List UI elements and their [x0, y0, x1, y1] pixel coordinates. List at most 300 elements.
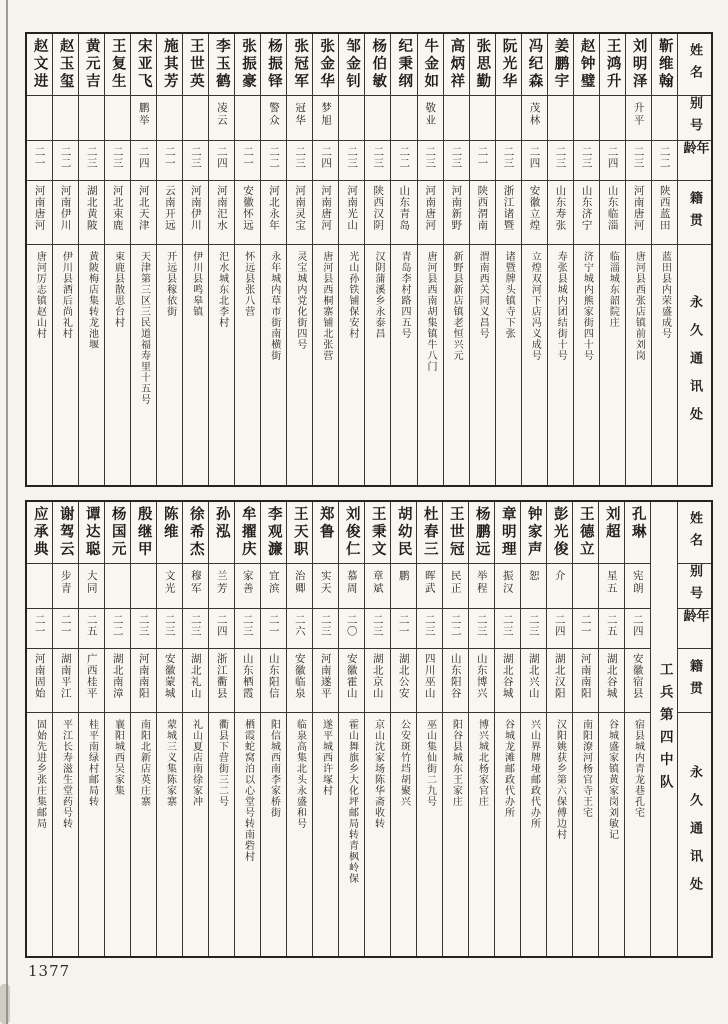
- page-number: 1377: [28, 962, 71, 980]
- person-address-text: 博兴城北杨家官庄: [476, 719, 488, 807]
- person-origin: [131, 181, 156, 245]
- person-age-text: 二二: [398, 146, 411, 169]
- person-alias: [27, 96, 52, 141]
- person-alias-text: 升平: [632, 102, 645, 127]
- person-age-text: 二四: [606, 146, 619, 169]
- person-column: [443, 34, 469, 485]
- person-alias: [418, 96, 443, 141]
- person-name-text: 刘俊仁: [343, 506, 360, 559]
- person-age-text: 二四: [528, 146, 541, 169]
- person-age: [27, 141, 52, 181]
- person-origin: [261, 181, 286, 245]
- person-alias-text: 慕周: [345, 570, 358, 595]
- person-origin-text: 河南唐河: [632, 185, 645, 231]
- person-origin-text: 河南南阳: [137, 653, 150, 699]
- person-address: [261, 713, 286, 956]
- person-alias-text: 晖武: [423, 570, 436, 595]
- person-column: [27, 502, 52, 956]
- person-origin-text: 浙江诸暨: [502, 185, 515, 231]
- person-column: [104, 34, 130, 485]
- person-alias: [365, 96, 390, 141]
- person-name: [183, 502, 208, 564]
- header-age: [678, 609, 711, 649]
- person-name-text: 徐希杰: [187, 506, 204, 559]
- person-address-text: 桂平南绿村邮局转: [86, 719, 98, 807]
- person-address-text: 唐河厉志镇赵山村: [34, 251, 46, 339]
- person-address-text: 衢县下营街三二号: [216, 719, 228, 807]
- person-address: [183, 245, 208, 485]
- person-age: [157, 609, 182, 649]
- person-name-text: 黄元吉: [83, 38, 100, 91]
- person-address-text: 唐河县西张店镇前刘岗: [633, 251, 645, 361]
- person-origin: [573, 649, 598, 713]
- person-address-text: 寿张县城内团结街十号: [555, 251, 567, 361]
- person-origin: [79, 649, 104, 713]
- header-alias-label: 别号: [687, 96, 702, 140]
- person-age-text: 二一: [163, 146, 176, 169]
- person-alias: [522, 96, 547, 141]
- person-column: [52, 502, 78, 956]
- person-name: [652, 34, 677, 96]
- person-age: [443, 609, 468, 649]
- person-age: [444, 141, 469, 181]
- person-address: [652, 245, 677, 485]
- person-name: [547, 502, 572, 564]
- person-alias: [600, 96, 625, 141]
- person-address-text: 渭南西关同义昌号: [477, 251, 489, 339]
- person-origin-text: 浙江衢县: [215, 653, 228, 699]
- person-column: [572, 502, 598, 956]
- person-address-text: 南阳北新店英庄寨: [138, 719, 150, 807]
- person-name-text: 张金华: [318, 38, 335, 91]
- person-name-text: 杨鹏远: [473, 506, 490, 559]
- person-age: [313, 141, 338, 181]
- person-age: [626, 141, 651, 181]
- person-age: [183, 141, 208, 181]
- person-name-text: 王德立: [577, 506, 594, 559]
- person-alias: [183, 96, 208, 141]
- person-name: [209, 502, 234, 564]
- person-origin-text: 山东青岛: [398, 185, 411, 231]
- person-age-text: 二三: [319, 614, 332, 637]
- person-age: [53, 141, 78, 181]
- person-age-text: 二五: [85, 614, 98, 637]
- person-column: [182, 502, 208, 956]
- person-alias-text: 介: [553, 570, 566, 583]
- person-origin: [339, 181, 364, 245]
- person-age-text: 二二: [449, 614, 462, 637]
- person-alias: [183, 564, 208, 609]
- roster-table-bottom: [25, 500, 713, 958]
- person-column: [312, 502, 338, 956]
- person-origin-text: 湖北公安: [397, 653, 410, 699]
- person-origin: [131, 649, 156, 713]
- person-age-text: 二四: [137, 146, 150, 169]
- person-age: [235, 141, 260, 181]
- person-name: [131, 502, 156, 564]
- person-name: [209, 34, 234, 96]
- person-origin-text: 湖北汉阳: [553, 653, 566, 699]
- person-address-text: 南阳潦河杨官寺王宅: [580, 719, 592, 818]
- person-origin: [625, 649, 650, 713]
- person-alias-text: 鹏: [397, 570, 410, 583]
- person-age: [313, 609, 338, 649]
- person-origin: [574, 181, 599, 245]
- person-origin-text: 河南唐河: [320, 185, 333, 231]
- person-origin: [444, 181, 469, 245]
- person-name: [391, 502, 416, 564]
- person-alias: [209, 96, 234, 141]
- person-name: [599, 502, 624, 564]
- person-origin: [235, 649, 260, 713]
- person-column: [312, 34, 338, 485]
- person-alias-text: 警众: [268, 102, 281, 127]
- person-alias: [27, 564, 52, 609]
- person-address-text: 襄阳城西吴家集: [112, 719, 124, 796]
- person-column: [78, 34, 104, 485]
- person-age: [573, 609, 598, 649]
- person-age-text: 二三: [424, 146, 437, 169]
- person-origin-text: 河北天津: [137, 185, 150, 231]
- person-address-text: 新野县新店镇老恒兴元: [451, 251, 463, 361]
- person-address-text: 诸暨牌头镇寺下张: [503, 251, 515, 339]
- person-address: [625, 713, 650, 956]
- header-alias: [678, 564, 711, 609]
- person-column: [130, 34, 156, 485]
- person-origin-text: 湖北谷城: [605, 653, 618, 699]
- person-age-text: 二一: [267, 614, 280, 637]
- person-column: [78, 502, 104, 956]
- person-name: [574, 34, 599, 96]
- person-address-text: 伊川县酒后尚礼村: [60, 251, 72, 339]
- person-alias-text: 宜滨: [267, 570, 280, 595]
- person-address: [157, 245, 182, 485]
- person-age-text: 二二: [268, 146, 281, 169]
- person-age: [287, 141, 312, 181]
- person-name-text: 赵玉玺: [57, 38, 74, 91]
- person-origin: [79, 181, 104, 245]
- person-name-text: 钟家声: [525, 506, 542, 559]
- person-age: [625, 609, 650, 649]
- person-origin-text: 四川巫山: [423, 653, 436, 699]
- person-name-text: 李玉鹤: [213, 38, 230, 91]
- person-origin-text: 河南南阳: [579, 653, 592, 699]
- person-alias: [313, 96, 338, 141]
- person-age: [496, 141, 521, 181]
- person-origin-text: 山东阳信: [267, 653, 280, 699]
- person-address: [131, 245, 156, 485]
- person-origin-text: 安徽霍山: [345, 653, 358, 699]
- person-age-text: 二三: [241, 614, 254, 637]
- person-origin-text: 安徽宿县: [631, 653, 644, 699]
- person-origin-text: 湖北南漳: [111, 653, 124, 699]
- person-age-text: 二三: [137, 614, 150, 637]
- person-alias: [105, 96, 130, 141]
- person-name: [365, 502, 390, 564]
- person-origin: [313, 649, 338, 713]
- person-origin-text: 山东栖霞: [241, 653, 254, 699]
- person-age: [157, 141, 182, 181]
- person-age: [79, 141, 104, 181]
- person-address-text: 立煌双河下店冯义成号: [529, 251, 541, 361]
- person-address-text: 汉阴蒲溪乡永泰昌: [372, 251, 384, 339]
- header-column: [677, 34, 711, 485]
- person-name-text: 赵钟璧: [578, 38, 595, 91]
- person-alias: [261, 96, 286, 141]
- person-alias: [574, 96, 599, 141]
- person-address-text: 临淄城东韶院庄: [607, 251, 619, 328]
- person-column: [390, 502, 416, 956]
- person-origin: [105, 181, 130, 245]
- person-address-text: 栖霞蛇窝泊以心堂号转南砦村: [242, 719, 254, 862]
- person-address-text: 伊川县鸣皋镇: [190, 251, 202, 317]
- header-age: [678, 141, 711, 181]
- header-name: [678, 502, 711, 564]
- person-age-text: 二一: [33, 146, 46, 169]
- person-address-text: 天津第三区三民道福寿里十五号: [138, 251, 150, 405]
- person-age-text: 二四: [215, 614, 228, 637]
- person-column: [469, 34, 495, 485]
- person-name-text: 孔琳: [629, 506, 646, 541]
- person-address: [547, 713, 572, 956]
- person-name-text: 王天职: [291, 506, 308, 559]
- person-origin-text: 山东临淄: [606, 185, 619, 231]
- person-alias: [105, 564, 130, 609]
- person-alias: [261, 564, 286, 609]
- header-age-label: 年龄: [680, 609, 709, 631]
- person-name-text: 冯纪森: [526, 38, 543, 91]
- person-alias: [470, 96, 495, 141]
- person-address-text: 济宁城内熊家街四十号: [581, 251, 593, 361]
- person-age: [600, 141, 625, 181]
- person-column: [182, 34, 208, 485]
- person-age: [652, 141, 677, 181]
- person-address-text: 公安斑竹垱胡聚兴: [398, 719, 410, 807]
- person-origin-text: 湖北兴山: [527, 653, 540, 699]
- person-name: [79, 34, 104, 96]
- person-address-text: 青岛李村路四五号: [399, 251, 410, 339]
- header-origin-label: 籍贯: [687, 190, 702, 235]
- person-age: [417, 609, 442, 649]
- person-column: [494, 502, 520, 956]
- person-address: [470, 245, 495, 485]
- person-age-text: 二一: [579, 614, 592, 637]
- person-address-text: 开远县稼依街: [164, 251, 176, 317]
- person-origin-text: 河北永年: [268, 185, 281, 231]
- person-name: [339, 34, 364, 96]
- person-alias: [157, 96, 182, 141]
- person-origin-text: 河南唐河: [33, 185, 46, 231]
- person-name: [417, 502, 442, 564]
- person-name: [365, 34, 390, 96]
- person-origin: [391, 649, 416, 713]
- unit-label: 工兵第四中队: [656, 661, 673, 797]
- person-name-text: 阮光华: [500, 38, 517, 91]
- person-origin-text: 河南伊川: [59, 185, 72, 231]
- person-alias: [209, 564, 234, 609]
- person-name-text: 姜鹏宇: [552, 38, 569, 91]
- person-age: [53, 609, 78, 649]
- person-alias: [444, 96, 469, 141]
- person-column: [156, 34, 182, 485]
- person-address-text: 京山沈家场陈华斋收转: [372, 719, 384, 829]
- person-name: [548, 34, 573, 96]
- person-age-text: 二〇: [345, 614, 358, 637]
- person-name-text: 邹金钊: [344, 38, 361, 91]
- person-origin-text: 河南灵宝: [294, 185, 307, 231]
- person-age: [339, 141, 364, 181]
- person-name: [626, 34, 651, 96]
- person-name-text: 杜春三: [421, 506, 438, 559]
- person-address-text: 汉阳姚获乡第六保傅边村: [554, 719, 566, 840]
- person-address-text: 束鹿县散思台村: [112, 251, 124, 328]
- person-alias: [626, 96, 651, 141]
- person-age-text: 二三: [475, 614, 488, 637]
- person-column: [260, 34, 286, 485]
- person-alias-text: 恕: [527, 570, 540, 583]
- person-origin-text: 河北束鹿: [111, 185, 124, 231]
- person-column: [495, 34, 521, 485]
- person-age: [470, 141, 495, 181]
- person-address: [287, 245, 312, 485]
- person-origin-text: 山东济宁: [580, 185, 593, 231]
- person-address-text: 阳谷县城东王家庄: [450, 719, 462, 807]
- person-age-text: 二三: [423, 614, 436, 637]
- person-address-text: 蓝田县内荣盛成号: [659, 251, 671, 339]
- person-name: [53, 34, 78, 96]
- person-origin: [522, 181, 547, 245]
- person-alias-text: 家善: [241, 570, 254, 595]
- person-age: [339, 609, 364, 649]
- person-name: [27, 34, 52, 96]
- person-name-text: 赵文进: [31, 38, 48, 91]
- person-address: [157, 713, 182, 956]
- header-name-label: 姓名: [687, 510, 702, 555]
- header-alias: [678, 96, 711, 141]
- person-alias-text: 举程: [475, 570, 488, 595]
- person-alias: [235, 564, 260, 609]
- person-age: [131, 141, 156, 181]
- person-origin-text: 湖南平江: [59, 653, 72, 699]
- person-origin: [417, 649, 442, 713]
- person-origin: [27, 181, 52, 245]
- person-age-text: 二三: [189, 146, 202, 169]
- person-name: [261, 34, 286, 96]
- person-address: [27, 245, 52, 485]
- person-name: [339, 502, 364, 564]
- person-age: [261, 609, 286, 649]
- person-alias-text: 茂林: [528, 102, 541, 127]
- person-age: [391, 141, 416, 181]
- person-origin-text: 陕西渭南: [476, 185, 489, 231]
- person-address: [599, 713, 624, 956]
- person-address: [496, 245, 521, 485]
- person-origin-text: 河南光山: [346, 185, 359, 231]
- roster-table-top: [25, 32, 713, 487]
- person-age: [522, 141, 547, 181]
- person-alias-text: 步青: [59, 570, 72, 595]
- person-name-text: 牛金如: [422, 38, 439, 91]
- person-alias: [652, 96, 677, 141]
- person-column: [208, 502, 234, 956]
- person-origin: [365, 181, 390, 245]
- person-origin: [600, 181, 625, 245]
- person-column: [234, 34, 260, 485]
- person-age: [521, 609, 546, 649]
- person-name: [313, 34, 338, 96]
- person-address: [261, 245, 286, 485]
- person-alias-text: 凌云: [215, 102, 228, 127]
- person-name: [157, 502, 182, 564]
- person-alias-text: 治卿: [293, 570, 306, 595]
- person-name: [469, 502, 494, 564]
- person-name-text: 谭达聪: [83, 506, 100, 559]
- person-name-text: 杨振铎: [266, 38, 283, 91]
- person-address-text: 唐河县西桐寨铺北张营: [320, 251, 332, 361]
- person-name-text: 张冠军: [292, 38, 309, 91]
- person-alias: [391, 564, 416, 609]
- person-name-text: 杨国元: [109, 506, 126, 559]
- person-age: [418, 141, 443, 181]
- person-name-text: 牟擢庆: [239, 506, 256, 559]
- person-column: [260, 502, 286, 956]
- person-alias: [495, 564, 520, 609]
- person-alias: [157, 564, 182, 609]
- scan-gutter-line: [6, 0, 8, 1024]
- person-name: [418, 34, 443, 96]
- person-age: [495, 609, 520, 649]
- person-address-text: 宿县城内青龙巷孔宅: [632, 719, 644, 818]
- header-origin: [678, 181, 711, 245]
- person-origin-text: 安徽怀远: [241, 185, 254, 231]
- person-alias-text: 振汉: [501, 570, 514, 595]
- person-name-text: 谢驾云: [57, 506, 74, 559]
- person-name-text: 王世英: [187, 38, 204, 91]
- person-address-text: 永年城内草市街南横街: [268, 251, 280, 361]
- person-alias: [573, 564, 598, 609]
- person-alias-text: 星五: [605, 570, 618, 595]
- person-column: [156, 502, 182, 956]
- person-address: [365, 713, 390, 956]
- person-address: [365, 245, 390, 485]
- person-age: [209, 609, 234, 649]
- person-alias-text: 冠华: [294, 102, 307, 127]
- person-name: [444, 34, 469, 96]
- person-origin-text: 陕西蓝田: [658, 185, 671, 231]
- person-address: [105, 713, 130, 956]
- person-column: [521, 34, 547, 485]
- person-age-text: 二五: [605, 614, 618, 637]
- person-address: [626, 245, 651, 485]
- person-column: [442, 502, 468, 956]
- person-origin: [287, 181, 312, 245]
- person-name-text: 胡幼民: [395, 506, 412, 559]
- person-address-text: 霍山舞旗乡大化坪邮局转青枫岭保: [346, 719, 358, 884]
- header-name-label: 姓名: [687, 42, 702, 87]
- person-origin: [339, 649, 364, 713]
- person-name: [261, 502, 286, 564]
- person-address-text: 临泉高集北头永盛和号: [294, 719, 306, 829]
- person-age: [365, 609, 390, 649]
- unit-column: [650, 502, 677, 956]
- person-origin-text: 河南汜水: [215, 185, 228, 231]
- person-name-text: 施其芳: [161, 38, 178, 91]
- person-name: [573, 502, 598, 564]
- person-origin-text: 山东寿张: [554, 185, 567, 231]
- person-address: [495, 713, 520, 956]
- person-alias: [548, 96, 573, 141]
- person-address: [574, 245, 599, 485]
